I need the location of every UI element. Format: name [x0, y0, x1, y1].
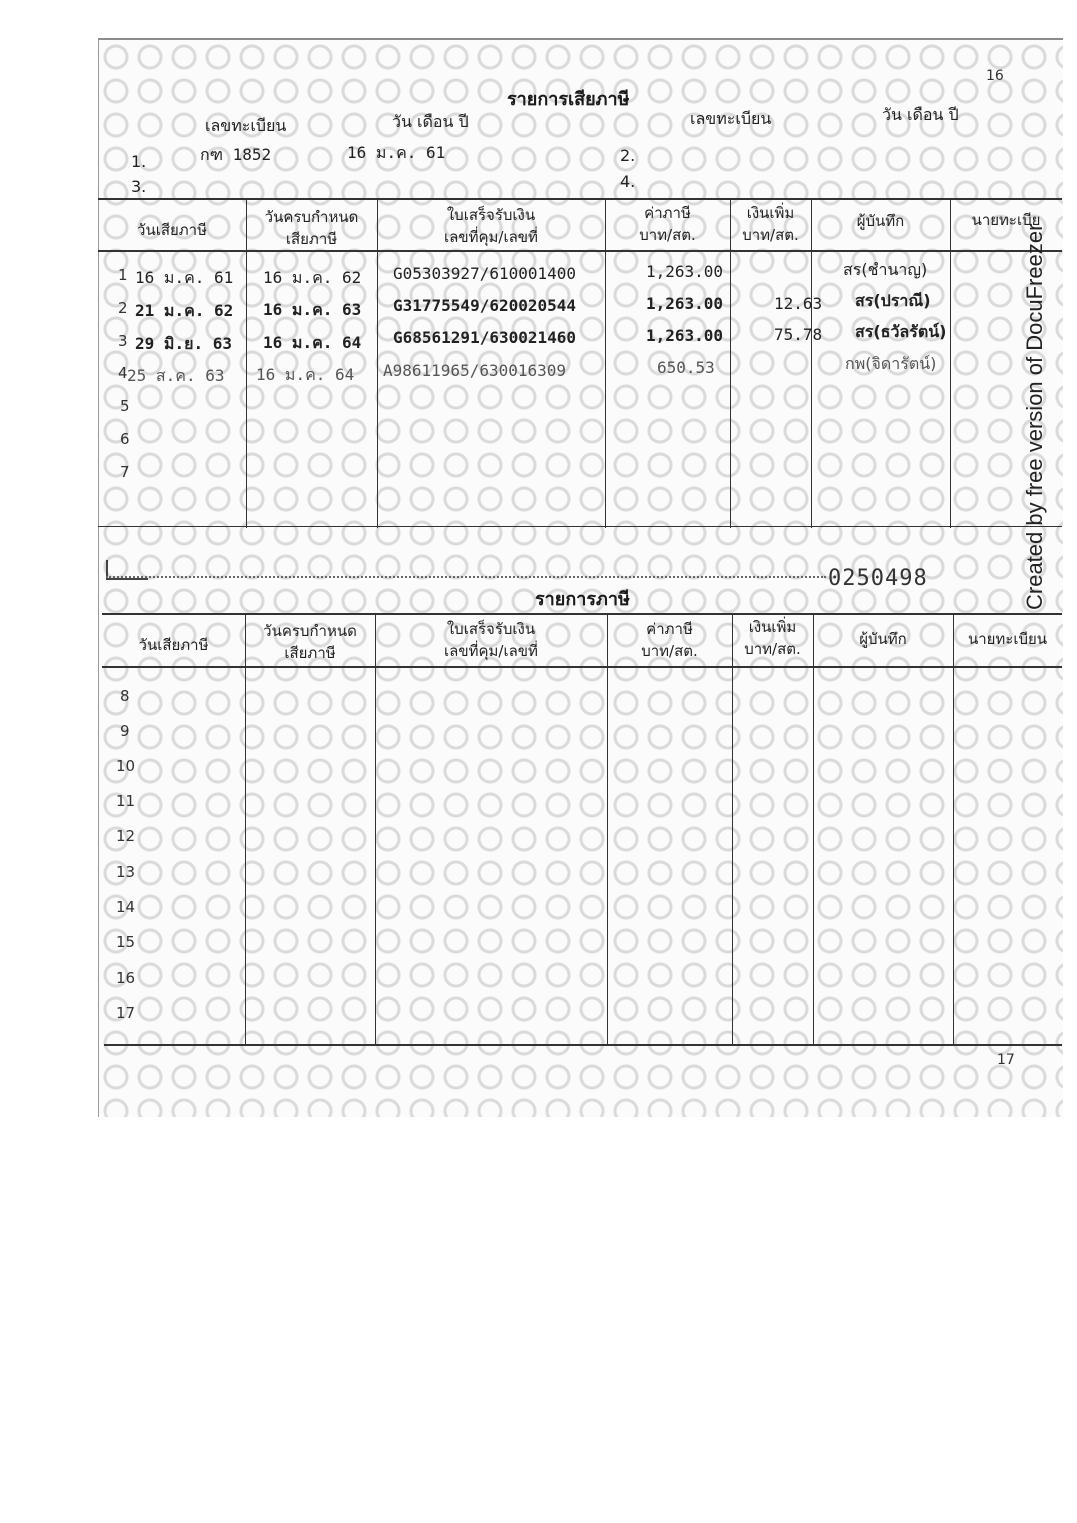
table1-col-divider: [730, 198, 731, 528]
date-label-right: วัน เดือน ปี: [882, 105, 959, 124]
empty-row-number: 6: [120, 430, 130, 448]
table2-col-divider: [245, 613, 246, 1046]
docufreezer-watermark: Created by free version of DocuFreezer: [1022, 223, 1047, 610]
table2-col-divider: [375, 613, 376, 1046]
empty-row-number: 5: [120, 397, 130, 415]
recorder-name: กพ(จิดารัตน์): [845, 354, 937, 373]
col-header-recorder: ผู้บันทึก: [859, 630, 907, 648]
table2-col-divider: [732, 613, 733, 1046]
col-header-registrar: นายทะเบีย: [971, 211, 1041, 229]
tax-amount: 1,263.00: [646, 326, 724, 345]
recorder-name: สร(ปราณี): [855, 291, 931, 310]
empty-row-number: 11: [116, 792, 136, 810]
empty-row-number: 13: [116, 863, 136, 881]
empty-row-number: 15: [116, 933, 136, 951]
col-header-receipt: ใบเสร็จรับเงิน เลขที่คุม/เลขที่: [444, 206, 538, 246]
col-header-surcharge: เงินเพิ่ม บาท/สต.: [744, 618, 801, 658]
payment-date: 29 มิ.ย. 63: [135, 334, 232, 353]
col-header-recorder: ผู้บันทึก: [856, 212, 905, 230]
receipt-number: G05303927/610001400: [393, 264, 577, 283]
payment-date: 21 ม.ค. 62: [135, 301, 234, 320]
col-header-due-date: วันครบกำหนด เสียภาษี: [264, 208, 359, 248]
table1-top-rule: [98, 198, 1062, 200]
surcharge-amount: 12.63: [774, 294, 823, 313]
row-number: 4: [118, 364, 128, 382]
surcharge-amount: 75.78: [774, 325, 823, 344]
recorder-name: สร(ธวัลรัตน์): [855, 322, 947, 341]
due-date: 16 ม.ค. 62: [263, 268, 362, 287]
col-header-receipt: ใบเสร็จรับเงิน เลขที่คุม/เลขที่: [444, 620, 538, 660]
table1-col-divider: [811, 198, 812, 528]
reg-entry-1-num: 1.: [131, 152, 147, 171]
table2-header-rule: [102, 666, 1062, 668]
table1-bottom-rule: [98, 526, 1062, 527]
empty-row-number: 16: [116, 969, 136, 987]
empty-row-number: 7: [120, 463, 130, 481]
reg-entry-2-num: 2.: [620, 146, 636, 165]
empty-row-number: 9: [120, 722, 130, 740]
receipt-number: G31775549/620020544: [393, 296, 577, 315]
section2-title: รายการภาษี: [535, 589, 630, 610]
tax-amount: 650.53: [657, 358, 715, 377]
reg-entry-1-date: 16 ม.ค. 61: [347, 143, 446, 162]
col-header-due-date: วันครบกำหนด เสียภาษี: [263, 622, 357, 662]
row-number: 1: [118, 266, 128, 284]
page-number-top: 16: [986, 68, 1004, 84]
table1-col-divider: [605, 198, 606, 528]
empty-row-number: 8: [120, 687, 130, 705]
table2-col-divider: [813, 613, 814, 1046]
reg-entry-3-num: 3.: [131, 177, 147, 196]
due-date: 16 ม.ค. 64: [263, 333, 362, 352]
section1-title: รายการเสียภาษี: [507, 89, 630, 110]
col-header-tax: ค่าภาษี บาท/สต.: [641, 620, 698, 660]
receipt-number: A98611965/630016309: [383, 361, 567, 380]
reg-entry-1-plate: กฑ 1852: [200, 145, 272, 164]
table2-col-divider: [953, 613, 954, 1046]
table2-col-divider: [607, 613, 608, 1046]
due-date: 16 ม.ค. 64: [256, 365, 355, 384]
col-header-registrar: นายทะเบียน: [967, 630, 1048, 648]
reg-label-right: เลขทะเบียน: [690, 109, 772, 128]
col-header-tax: ค่าภาษี บาท/สต.: [639, 204, 696, 244]
date-label-left: วัน เดือน ปี: [392, 112, 469, 131]
reg-label-left: เลขทะเบียน: [205, 116, 287, 135]
payment-date: 25 ส.ค. 63: [127, 366, 225, 385]
empty-row-number: 12: [116, 827, 136, 845]
table1-header-rule: [98, 250, 1062, 252]
serial-number: 0250498: [828, 566, 928, 591]
row-number: 3: [118, 332, 128, 350]
receipt-number: G68561291/630021460: [393, 328, 577, 347]
empty-row-number: 14: [116, 898, 136, 916]
tax-amount: 1,263.00: [646, 262, 724, 281]
table2-top-rule: [102, 613, 1062, 615]
row-number: 2: [118, 299, 128, 317]
perforation-line: [106, 576, 826, 578]
tax-amount: 1,263.00: [646, 294, 724, 313]
col-header-surcharge: เงินเพิ่ม บาท/สต.: [742, 204, 799, 244]
reg-entry-4-num: 4.: [620, 172, 636, 191]
due-date: 16 ม.ค. 63: [263, 300, 362, 319]
payment-date: 16 ม.ค. 61: [135, 268, 234, 287]
table1-col-divider: [950, 198, 951, 528]
col-header-payment-date: วันเสียภาษี: [137, 221, 207, 239]
empty-row-number: 17: [116, 1004, 136, 1022]
empty-row-number: 10: [116, 757, 136, 775]
col-header-payment-date: วันเสียภาษี: [138, 636, 209, 654]
table2-bottom-rule: [104, 1044, 1062, 1046]
recorder-name: สร(ชำนาญ): [843, 260, 928, 279]
page-number-bottom: 17: [997, 1052, 1015, 1068]
